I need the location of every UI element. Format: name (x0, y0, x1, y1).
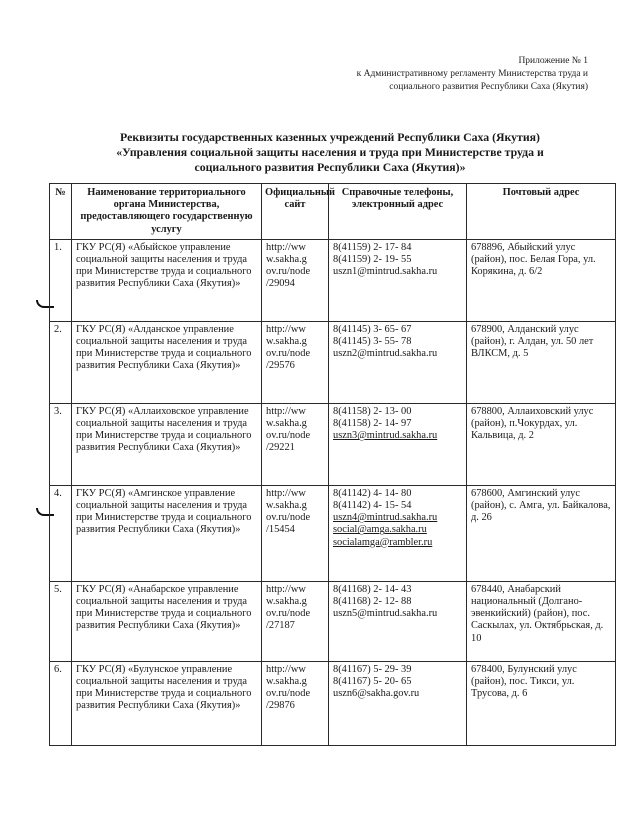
row-name: ГКУ РС(Я) «Аллаиховское управление социальной защиты населения и труда при Министерстве труда и социального развития Республики Саха (Якутия)» (72, 403, 262, 485)
email-address: uszn3@mintrud.sakha.ru (333, 430, 438, 442)
row-name: ГКУ РС(Я) «Амгинское управление социальной защиты населения и труда при Министерстве труда и социального развития Республики Саха (Якутия)» (72, 485, 262, 581)
site-line: w.sakha.g (266, 418, 307, 430)
row-contacts (329, 239, 467, 321)
email-address: socialamga@rambler.ru (333, 536, 433, 548)
site-line: ov.ru/node (266, 688, 311, 700)
row-name: ГКУ РС(Я) «Абыйское управление социальной защиты населения и труда при Министерстве труда и социального развития Республики Саха (Якутия)» (72, 239, 262, 321)
email-address: uszn4@mintrud.sakha.ru (333, 512, 438, 524)
row-address: 678896, Абыйский улус (район), пос. Белая Гора, ул. Корякина, д. 6/2 (467, 239, 616, 321)
row-site (262, 239, 329, 321)
phone-number: 8(41158) 2- 13- 00 (333, 405, 412, 417)
requisites-table (49, 183, 616, 746)
row-number: 3. (50, 403, 72, 485)
phone-number: 8(41158) 2- 14- 97 (333, 418, 412, 430)
row-number: 5. (50, 581, 72, 661)
site-line: /15454 (266, 524, 295, 536)
phone-number: 8(41159) 2- 17- 84 (333, 241, 412, 253)
email-address: uszn5@mintrud.sakha.ru (333, 608, 438, 620)
row-number: 4. (50, 485, 72, 581)
table-row (50, 321, 616, 403)
row-site (262, 321, 329, 403)
document-title (60, 130, 600, 175)
row-address: 678800, Аллаиховский улус (район), п.Чокурдах, ул. Кальвица, д. 2 (467, 403, 616, 485)
table-row (50, 581, 616, 661)
site-line: w.sakha.g (266, 336, 307, 348)
site-line: http://ww (266, 405, 306, 417)
phone-number: 8(41142) 4- 15- 54 (333, 500, 412, 512)
site-line: ov.ru/node (266, 348, 311, 360)
appendix-line: Приложение № 1 (518, 56, 588, 66)
table-body (50, 239, 616, 745)
row-site (262, 581, 329, 661)
phone-number: 8(41167) 5- 20- 65 (333, 676, 412, 688)
site-line: /29094 (266, 278, 295, 290)
site-line: /29221 (266, 442, 295, 454)
header-site: Официальный сайт (262, 184, 329, 240)
phone-number: 8(41145) 3- 65- 67 (333, 323, 412, 335)
phone-number: 8(41167) 5- 29- 39 (333, 663, 412, 675)
phone-number: 8(41145) 3- 55- 78 (333, 336, 412, 348)
row-site (262, 403, 329, 485)
site-line: http://ww (266, 323, 306, 335)
phone-number: 8(41168) 2- 12- 88 (333, 596, 412, 608)
email-address: uszn2@mintrud.sakha.ru (333, 348, 438, 360)
site-line: ov.ru/node (266, 430, 311, 442)
row-contacts (329, 581, 467, 661)
appendix-header (288, 55, 588, 94)
row-number: 6. (50, 661, 72, 745)
row-name: ГКУ РС(Я) «Анабарское управление социальной защиты населения и труда при Министерстве труда и социального развития Республики Саха (Якутия)» (72, 581, 262, 661)
header-name: Наименование территориального органа Министерства, предоставляющего государственную услугу (72, 184, 262, 240)
row-number: 1. (50, 239, 72, 321)
row-contacts (329, 661, 467, 745)
header-address: Почтовый адрес (467, 184, 616, 240)
row-address: 678440, Анабарский национальный (Долгано-эвенкийский) (район), пос. Саскылах, ул. Октябрьская, д. 10 (467, 581, 616, 661)
row-name: ГКУ РС(Я) «Булунское управление социальной защиты населения и труда при Министерстве труда и социального развития Республики Саха (Якутия)» (72, 661, 262, 745)
table-row (50, 661, 616, 745)
row-contacts (329, 403, 467, 485)
title-line: Реквизиты государственных казенных учреждений Республики Саха (Якутия) (120, 130, 540, 144)
header-phones: Справочные телефоны, электронный адрес (329, 184, 467, 240)
site-line: /27187 (266, 620, 295, 632)
site-line: http://ww (266, 241, 306, 253)
row-address: 678400, Булунский улус (район), пос. Тикси, ул. Трусова, д. 6 (467, 661, 616, 745)
phone-number: 8(41168) 2- 14- 43 (333, 583, 412, 595)
email-address: social@amga.sakha.ru (333, 524, 427, 536)
site-line: w.sakha.g (266, 596, 307, 608)
title-line: «Управления социальной защиты населения и труда при Министерстве труда и (116, 145, 544, 159)
title-line: социального развития Республики Саха (Якутия)» (194, 160, 466, 174)
table-row (50, 403, 616, 485)
site-line: ov.ru/node (266, 512, 311, 524)
appendix-line: к Административному регламенту Министерства труда и (356, 69, 588, 79)
site-line: http://ww (266, 487, 306, 499)
site-line: http://ww (266, 663, 306, 675)
site-line: w.sakha.g (266, 676, 307, 688)
site-line: w.sakha.g (266, 500, 307, 512)
row-number: 2. (50, 321, 72, 403)
site-line: /29876 (266, 700, 295, 712)
site-line: ov.ru/node (266, 608, 311, 620)
site-line: http://ww (266, 583, 306, 595)
email-address: uszn6@sakha.gov.ru (333, 688, 420, 700)
appendix-line: социального развития Республики Саха (Якутия) (389, 82, 588, 92)
site-line: /29576 (266, 360, 295, 372)
row-address: 678900, Алданский улус (район), г. Алдан, ул. 50 лет ВЛКСМ, д. 5 (467, 321, 616, 403)
row-address: 678600, Амгинский улус (район), с. Амга, ул. Байкалова, д. 26 (467, 485, 616, 581)
row-contacts (329, 321, 467, 403)
phone-number: 8(41142) 4- 14- 80 (333, 487, 412, 499)
table-header-row (50, 184, 616, 240)
row-name: ГКУ РС(Я) «Алданское управление социальной защиты населения и труда при Министерстве труда и социального развития Республики Саха (Якутия)» (72, 321, 262, 403)
table-row (50, 485, 616, 581)
row-site (262, 485, 329, 581)
site-line: w.sakha.g (266, 254, 307, 266)
table-row (50, 239, 616, 321)
email-address: uszn1@mintrud.sakha.ru (333, 266, 438, 278)
row-contacts (329, 485, 467, 581)
site-line: ov.ru/node (266, 266, 311, 278)
phone-number: 8(41159) 2- 19- 55 (333, 254, 412, 266)
header-number: № (50, 184, 72, 240)
row-site (262, 661, 329, 745)
